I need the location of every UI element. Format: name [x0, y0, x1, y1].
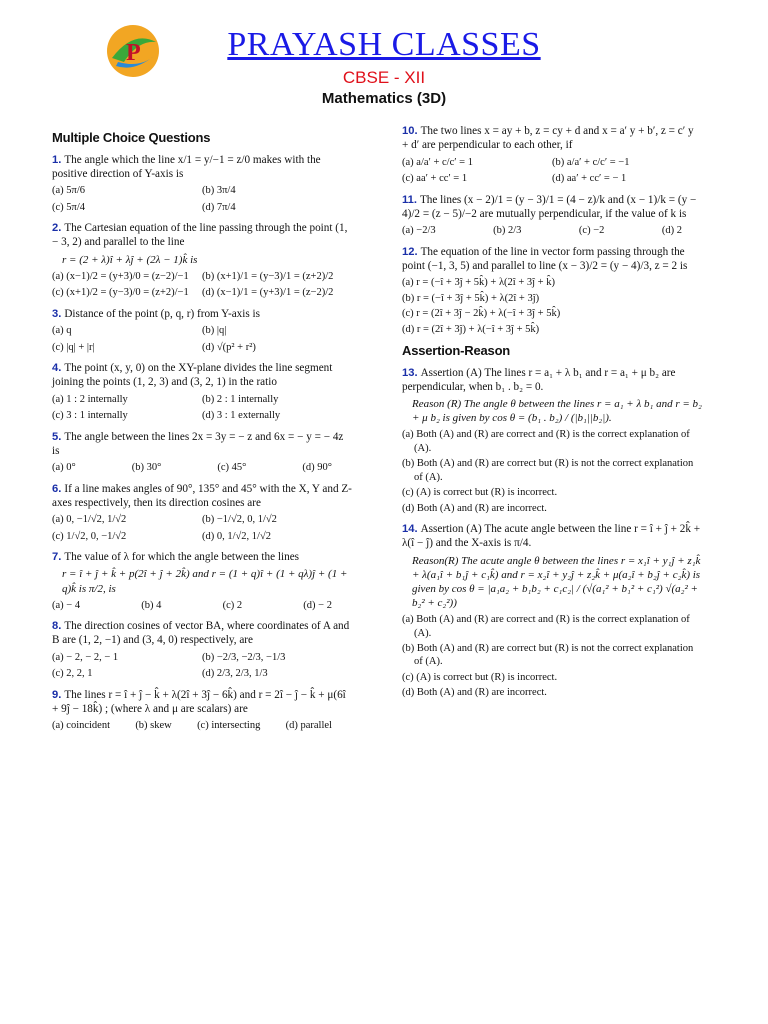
option: (d) 90°	[302, 462, 332, 474]
option: (c) |q| + |r|	[52, 341, 95, 353]
option: (c) 1/√2, 0, −1/√2	[52, 530, 127, 542]
option: (a) − 4	[52, 599, 81, 611]
question-number: 9.	[52, 688, 62, 701]
option: (a) 0, −1/√2, 1/√2	[52, 514, 127, 526]
option: (a) 0°	[52, 462, 76, 474]
option: (c) 2	[222, 599, 243, 611]
option: (d) r = (2î + 3ĵ) + λ(−î + 3ĵ + 5k̂)	[402, 323, 540, 335]
question-body: Assertion (A) The lines r = a₁ + λ b₁ and r = a₁ + μ b₂ are perpendicular, when b₁ . b₂ = 0.	[402, 366, 676, 393]
option: (b) −1/√2, 0, 1/√2	[202, 514, 277, 526]
question-number: 5.	[52, 430, 62, 443]
question-text	[52, 619, 352, 648]
question	[52, 482, 352, 544]
question-number: 13.	[402, 366, 418, 379]
option: (a) r = (−î + 3ĵ + 5k̂) + λ(2î + 3ĵ + k̂)	[402, 277, 555, 289]
option: (d) Both (A) and (R) are incorrect.	[402, 502, 547, 514]
option: (b) skew	[135, 720, 172, 732]
options-row	[52, 719, 352, 732]
question	[52, 430, 352, 475]
question	[52, 153, 352, 215]
option: (c) (A) is correct but (R) is incorrect.	[402, 487, 558, 499]
question-body: The direction cosines of vector BA, where coordinates of A and B are (1, 2, −1) and (3, 4, 0) respectively, are	[52, 620, 350, 647]
subject-label: Mathematics (3D)	[321, 90, 447, 107]
question-text	[52, 550, 352, 564]
option: (a) coincident	[52, 720, 111, 732]
option: (a) 1 : 2 internally	[52, 393, 128, 405]
option: (c) intersecting	[197, 720, 261, 732]
question-number: 8.	[52, 620, 62, 633]
option: (d) aa′ + cc′ = − 1	[552, 173, 627, 185]
question-number: 10.	[402, 125, 418, 137]
reason-text: Reason (R) The angle θ between the lines r = a₁ + λ b₁ and r = b₂ + μ b₂ is given by cos θ = (b₁ . b₂) / (|b₁||b₂|).	[412, 398, 702, 425]
question-body: The two lines x = ay + b, z = cy + d and x = a′ y + b′, z = c′ y + d′ are perpendicular to each other, if	[402, 125, 694, 152]
question-body: The lines r = î + ĵ − k̂ + λ(2î + 3ĵ − 6k̂) and r = 2î − ĵ − k̂ + μ(6î + 9ĵ − 18k̂) ; (where λ and μ are scalars) are	[52, 688, 346, 715]
question	[52, 550, 352, 612]
options-grid	[52, 184, 352, 214]
question-body: The angle between the lines 2x = 3y = − z and 6x = − y = − 4z is	[52, 430, 344, 457]
question-body: The equation of the line in vector form passing through the point (−1, 3, 5) and parallel to line (x − 3)/2 = (y − 4)/3, z = 2 is	[402, 245, 688, 272]
option: (b) (x+1)/1 = (y−3)/1 = (z+2)/2	[202, 270, 334, 282]
question	[402, 124, 702, 186]
options-grid	[52, 324, 352, 354]
question-text	[52, 430, 352, 459]
question-number: 1.	[52, 153, 62, 166]
question	[52, 361, 352, 423]
option: (d) − 2	[303, 599, 332, 611]
options-grid	[52, 393, 352, 423]
left-column	[52, 124, 352, 740]
option: (b) 2 : 1 internally	[202, 393, 279, 405]
question	[402, 193, 702, 238]
option: (c) aa′ + cc′ = 1	[402, 173, 468, 185]
question-text	[402, 245, 702, 274]
option: (a) − 2, − 2, − 1	[52, 651, 119, 663]
option: (c) 3 : 1 internally	[52, 410, 128, 422]
question-body: The point (x, y, 0) on the XY-plane divides the line segment joining the points (1, 2, 3) and (3, 2, 1) in the ratio	[52, 361, 333, 389]
option: (c) (A) is correct but (R) is incorrect.	[402, 671, 558, 683]
option: (a) q	[52, 325, 72, 337]
question-text	[52, 361, 352, 390]
option: (a) Both (A) and (R) are correct and (R) is the correct explanation of (A).	[402, 429, 690, 454]
question-body: The angle which the line x/1 = y/−1 = z/0 makes with the positive direction of Y-axis is	[52, 153, 321, 180]
question-number: 14.	[402, 523, 418, 536]
option: (d) 2/3, 2/3, 1/3	[202, 668, 268, 680]
brand-title: PRAYASH CLASSES	[227, 26, 541, 63]
options-row	[52, 461, 352, 474]
section-heading-mcq: Multiple Choice Questions	[52, 130, 211, 145]
options-list	[402, 276, 702, 336]
question	[52, 221, 352, 300]
question-number: 12.	[402, 245, 418, 258]
option: (b) Both (A) and (R) are correct but (R) is not the correct explanation of (A).	[402, 642, 694, 668]
question-text	[402, 522, 702, 551]
option: (b) 4	[141, 599, 162, 611]
option: (d) parallel	[285, 720, 332, 732]
question-number: 2.	[52, 222, 62, 235]
option: (d) 7π/4	[202, 201, 236, 213]
option: (b) 3π/4	[202, 185, 236, 197]
option: (b) a/a′ + c/c′ = −1	[552, 156, 630, 168]
section-heading-assertion-reason: Assertion-Reason	[402, 343, 511, 359]
question-text	[402, 193, 702, 222]
question-body: If a line makes angles of 90°, 135° and 45° with the X, Y and Z-axes respectively, then its direction cosines are	[52, 482, 352, 509]
options-row	[402, 224, 702, 237]
question	[402, 366, 702, 515]
question-body: Assertion (A) The acute angle between the line r = î + ĵ + 2k̂ + λ(î − ĵ) and the X-axis is π/4.	[402, 523, 701, 550]
question-number: 4.	[52, 361, 62, 374]
option: (c) −2	[578, 225, 605, 237]
question-body: The Cartesian equation of the line passing through the point (1, − 3, 2) and parallel to the line	[52, 222, 348, 249]
question-equation: r = (2 + λ)î + λĵ + (2λ − 1)k̂ is	[62, 253, 198, 266]
question-body: Distance of the point (p, q, r) from Y-axis is	[64, 307, 260, 320]
options-grid	[52, 270, 352, 300]
question	[402, 522, 702, 700]
option: (d) √(p² + r²)	[202, 341, 256, 353]
option: (a) −2/3	[402, 225, 436, 237]
question-body: The lines (x − 2)/1 = (y − 3)/1 = (4 − z)/k and (x − 1)/k = (y − 4)/2 = (z − 5)/−2 are mutually perpendicular, if the value of k is	[402, 193, 697, 220]
question-number: 6.	[52, 482, 62, 495]
option: (b) |q|	[202, 325, 227, 337]
question-text	[52, 688, 352, 717]
question-equation: r = î + ĵ + k̂ + p(2î + ĵ + 2k̂) and r = (1 + q)î + (1 + qλ)ĵ + (1 + q)k̂ is π/2, is	[62, 568, 348, 595]
option: (d) (x−1)/1 = (y+3)/1 = (z−2)/2	[202, 287, 334, 299]
question	[52, 688, 352, 733]
question-text	[52, 482, 352, 511]
options-row	[52, 599, 352, 612]
board-label: CBSE - XII	[342, 68, 426, 87]
right-column	[402, 124, 702, 707]
option: (d) 3 : 1 externally	[202, 410, 281, 422]
question	[402, 245, 702, 336]
option: (c) r = (2î + 3ĵ − 2k̂) + λ(−î + 3ĵ + 5k̂)	[402, 308, 561, 320]
option: (c) 5π/4	[52, 201, 85, 213]
option: (a) 5π/6	[52, 185, 85, 197]
options-grid	[402, 156, 702, 186]
option: (b) −2/3, −2/3, −1/3	[202, 651, 286, 663]
option: (c) (x+1)/2 = (y−3)/0 = (z+2)/−1	[52, 287, 189, 299]
question-text	[52, 307, 352, 321]
option: (d) 0, 1/√2, 1/√2	[202, 530, 271, 542]
option: (a) a/a′ + c/c′ = 1	[402, 156, 473, 168]
option: (a) (x−1)/2 = (y+3)/0 = (z−2)/−1	[52, 270, 189, 282]
options-list	[402, 428, 702, 515]
question-number: 7.	[52, 551, 62, 564]
option: (d) 2	[661, 225, 682, 237]
option: (b) Both (A) and (R) are correct but (R) is not the correct explanation of (A).	[402, 458, 694, 483]
question-text	[402, 366, 702, 395]
reason-text: Reason(R) The acute angle θ between the lines r = x₁î + y₁ĵ + z₁k̂ + λ(a₁î + b₁ĵ + c₁k̂) and r = x₂î + y₂ĵ + z₂k̂ + μ(a₂î + b₂ĵ + c₂k̂) is given by cos θ = |a₁a₂ + b₁b₂ + c₁c₂| / (√(a₁² + b₁² + c₁²) √(a₂² + b₂² + c₂²))	[412, 554, 701, 609]
options-list	[402, 613, 702, 700]
question	[52, 307, 352, 354]
option: (c) 45°	[217, 462, 247, 474]
question-text	[52, 221, 352, 250]
svg-text:P: P	[126, 40, 141, 66]
option: (c) 2, 2, 1	[52, 668, 93, 680]
question-number: 3.	[52, 307, 62, 320]
question-number: 11.	[402, 193, 417, 206]
options-grid	[52, 513, 352, 543]
option: (d) Both (A) and (R) are incorrect.	[402, 687, 547, 699]
question-text	[52, 153, 352, 182]
question-text	[402, 124, 702, 153]
option: (b) 30°	[131, 462, 162, 474]
question-body: The value of λ for which the angle between the lines	[64, 551, 300, 564]
option: (b) r = (−î + 3ĵ + 5k̂) + λ(2î + 3ĵ)	[402, 292, 540, 304]
options-grid	[52, 651, 352, 681]
option: (b) 2/3	[493, 225, 522, 237]
option: (a) Both (A) and (R) are correct and (R) is the correct explanation of (A).	[402, 614, 690, 639]
question	[52, 619, 352, 681]
